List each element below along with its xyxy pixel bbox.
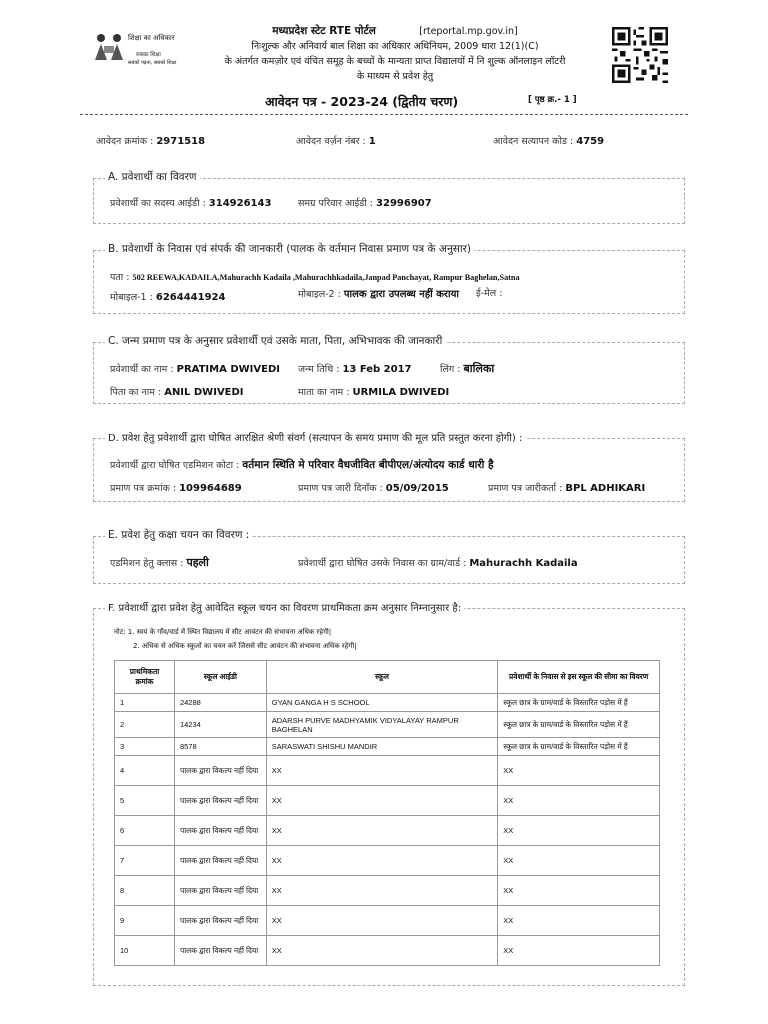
row-school-name: XX: [266, 756, 498, 786]
email-label: ई-मेल :: [476, 288, 503, 299]
logo-text: शिक्षा का अधिकार: [128, 34, 175, 42]
cert-date-label: प्रमाण पत्र जारी दिनाँक :: [298, 483, 383, 494]
issuer-label: प्रमाण पत्र जारीकर्ता :: [488, 483, 563, 494]
row-school-name: XX: [266, 876, 498, 906]
class-label: एडमिशन हेतु क्लास :: [110, 558, 184, 569]
row-boundary: XX: [498, 936, 660, 966]
row-boundary: स्कूल छात्र के ग्राम/वार्ड के विस्तारित पड़ोस में हैं: [498, 712, 660, 738]
portal-title: मध्यप्रदेश स्टेट RTE पोर्टल: [272, 25, 376, 37]
row-school-id: पालक द्वारा विकल्प नहीं दिया: [174, 816, 266, 846]
header-boundary: प्रवेशार्थी के निवास से इस स्कूल की सीमा का विवरण: [498, 661, 660, 694]
row-school-id: पालक द्वारा विकल्प नहीं दिया: [174, 876, 266, 906]
header-line2: निःशुल्क और अनिवार्य बाल शिक्षा का अधिकार अधिनियम, 2009 धारा 12(1)(C): [251, 41, 539, 52]
father-value: ANIL DWIVEDI: [164, 387, 244, 398]
verify-code-value: 4759: [576, 136, 605, 147]
row-school-name: XX: [266, 816, 498, 846]
row-priority: 9: [115, 906, 175, 936]
section-a-title: A. प्रवेशार्थी का विवरण: [105, 170, 200, 184]
row-school-name: XX: [266, 846, 498, 876]
mother-label: माता का नाम :: [298, 387, 350, 398]
page-number: [ पृष्ठ क्र.- 1 ]: [528, 95, 577, 105]
table-row: [115, 816, 660, 846]
table-row: [115, 694, 660, 712]
row-school-name: SARASWATI SHISHU MANDIR: [266, 738, 498, 756]
section-f-title: F. प्रवेशार्थी द्वारा प्रवेश हेतु आवेदित स्कूल चयन का विवरण प्राथमिकता क्रम अनुसार निम्नानुसार है:: [105, 600, 464, 614]
dob-label: जन्म तिथि :: [298, 364, 340, 375]
row-boundary: स्कूल छात्र के ग्राम/वार्ड के विस्तारित पड़ोस में हैं: [498, 738, 660, 756]
village-value: Mahurachh Kadaila: [469, 558, 578, 569]
name-label: प्रवेशार्थी का नाम :: [110, 364, 174, 375]
section-d-title: D. प्रवेश हेतु प्रवेशार्थी द्वारा घोषित आरक्षित श्रेणी संवर्ग (सत्यापन के समय प्रमाण की मूल प्रति प्रस्तुत करना होगी) :: [105, 430, 525, 444]
member-id-label: प्रवेशार्थी का सदस्य आईडी :: [110, 198, 206, 209]
cert-no-label: प्रमाण पत्र क्रमांक :: [110, 483, 177, 494]
quota-value: वर्तमान स्थिति मे परिवार वैधजीवित बीपीएल/अंत्योदय कार्ड धारी है: [242, 459, 494, 471]
section-c-title: C. जन्म प्रमाण पत्र के अनुसार प्रवेशार्थी एवं उसके माता, पिता, अभिभावक की जानकारी: [105, 334, 445, 348]
table-row: [115, 846, 660, 876]
gender-label: लिंग :: [440, 364, 461, 375]
header-line4: के माध्यम से प्रवेश हेतु: [356, 71, 434, 82]
quota-label: प्रवेशार्थी द्वारा घोषित एडमिशन कोटा :: [110, 460, 240, 471]
row-school-id: 8578: [174, 738, 266, 756]
family-id-value: 32996907: [376, 198, 432, 209]
app-no-value: 2971518: [156, 136, 206, 147]
children-reading-icon: [92, 32, 126, 62]
row-school-id: 14234: [174, 712, 266, 738]
gender-value: बालिका: [463, 362, 495, 375]
row-boundary: XX: [498, 876, 660, 906]
row-school-id: पालक द्वारा विकल्प नहीं दिया: [174, 786, 266, 816]
row-priority: 10: [115, 936, 175, 966]
mobile1-value: 6264441924: [155, 292, 226, 303]
issuer-value: BPL ADHIKARI: [565, 483, 646, 494]
family-id-label: समग्र परिवार आईडी :: [298, 198, 374, 209]
address-label: पता :: [110, 272, 130, 283]
row-school-id: 24288: [174, 694, 266, 712]
qr-code-icon: [612, 27, 668, 83]
row-priority: 1: [115, 694, 175, 712]
village-label: प्रवेशार्थी द्वारा घोषित उसके निवास का ग्राम/वार्ड :: [298, 558, 467, 569]
form-title: आवेदन पत्र - 2023-24 (द्वितीय चरण): [265, 94, 459, 109]
address-value: 502 REEWA,KADAILA,Mahurachh Kadaila ,Mahurachhkadaila,Janpad Panchayat, Rampur Baghelan,Satna: [132, 273, 520, 282]
portal-url: [rteportal.mp.gov.in]: [419, 26, 518, 37]
row-priority: 4: [115, 756, 175, 786]
dob-value: 13 Feb 2017: [342, 364, 412, 375]
header-divider: [80, 114, 688, 115]
row-school-name: XX: [266, 786, 498, 816]
name-value: PRATIMA DWIVEDI: [176, 364, 280, 375]
logo-sub2: सबको पढ़ना, सबको शिक्षा: [128, 60, 177, 66]
version-label: आवेदन वर्ज़न नंबर :: [296, 136, 366, 147]
row-school-name: ADARSH PURVE MADHYAMIK VIDYALAYAY RAMPUR BAGHELAN: [266, 712, 498, 738]
mobile2-label: मोबाइल-2 :: [298, 289, 341, 300]
table-row: [115, 756, 660, 786]
table-row: [115, 712, 660, 738]
cert-date-value: 05/09/2015: [385, 483, 449, 494]
note-1: नोट: 1. स्वयं के गाँव/वार्ड में स्थित विद्यालय में सीट आवंटन की संभावना अधिक रहेगी|: [114, 628, 332, 636]
father-label: पिता का नाम :: [110, 387, 162, 398]
header-school: स्कूल: [266, 661, 498, 694]
app-no-label: आवेदन क्रमांक :: [96, 136, 154, 147]
row-boundary: XX: [498, 846, 660, 876]
row-priority: 5: [115, 786, 175, 816]
row-school-name: XX: [266, 906, 498, 936]
verify-code-label: आवेदन सत्यापन कोड :: [493, 136, 574, 147]
row-school-id: पालक द्वारा विकल्प नहीं दिया: [174, 846, 266, 876]
row-school-id: पालक द्वारा विकल्प नहीं दिया: [174, 936, 266, 966]
row-priority: 2: [115, 712, 175, 738]
section-b-title: B. प्रवेशार्थी के निवास एवं संपर्क की जानकारी (पालक के वर्तमान निवास प्रमाण पत्र के अनुसार): [105, 242, 474, 256]
version-value: 1: [368, 136, 376, 147]
row-priority: 8: [115, 876, 175, 906]
row-school-name: GYAN GANGA H S SCHOOL: [266, 694, 498, 712]
row-school-id: पालक द्वारा विकल्प नहीं दिया: [174, 906, 266, 936]
header-line3: के अंतर्गत कमज़ोर एवं वंचित समूह के बच्चों के मान्यता प्राप्त विद्यालयों में नि शुल्क ऑनलाइन लॉटरी: [224, 56, 566, 67]
mother-value: URMILA DWIVEDI: [352, 387, 450, 398]
cert-no-value: 109964689: [179, 483, 242, 494]
mobile2-value: पालक द्वारा उपलब्ध नहीं कराया: [343, 289, 459, 300]
header-school-id: स्कूल आईडी: [174, 661, 266, 694]
row-priority: 3: [115, 738, 175, 756]
school-choice-table: [114, 660, 660, 966]
table-row: [115, 906, 660, 936]
table-row: [115, 936, 660, 966]
logo-sub1: सबका शिक्षा: [136, 52, 161, 58]
rte-logo: [92, 30, 182, 80]
class-value: पहली: [186, 556, 209, 569]
row-school-id: पालक द्वारा विकल्प नहीं दिया: [174, 756, 266, 786]
row-boundary: स्कूल छात्र के ग्राम/वार्ड के विस्तारित पड़ोस में हैं: [498, 694, 660, 712]
row-boundary: XX: [498, 786, 660, 816]
row-boundary: XX: [498, 756, 660, 786]
section-e-title: E. प्रवेश हेतु कक्षा चयन का विवरण :: [105, 528, 252, 542]
mobile1-label: मोबाइल-1 :: [110, 292, 153, 303]
table-row: [115, 738, 660, 756]
table-row: [115, 786, 660, 816]
row-boundary: XX: [498, 906, 660, 936]
note-2: 2. अधिक से अधिक स्कूलों का चयन करें जिससे सीट आवंटन की संभावना अधिक रहेगी|: [133, 642, 357, 650]
row-school-name: XX: [266, 936, 498, 966]
row-boundary: XX: [498, 816, 660, 846]
table-row: [115, 876, 660, 906]
row-priority: 6: [115, 816, 175, 846]
header-priority: प्राथमिकता क्रमांक: [115, 661, 175, 694]
row-priority: 7: [115, 846, 175, 876]
member-id-value: 314926143: [208, 198, 272, 209]
